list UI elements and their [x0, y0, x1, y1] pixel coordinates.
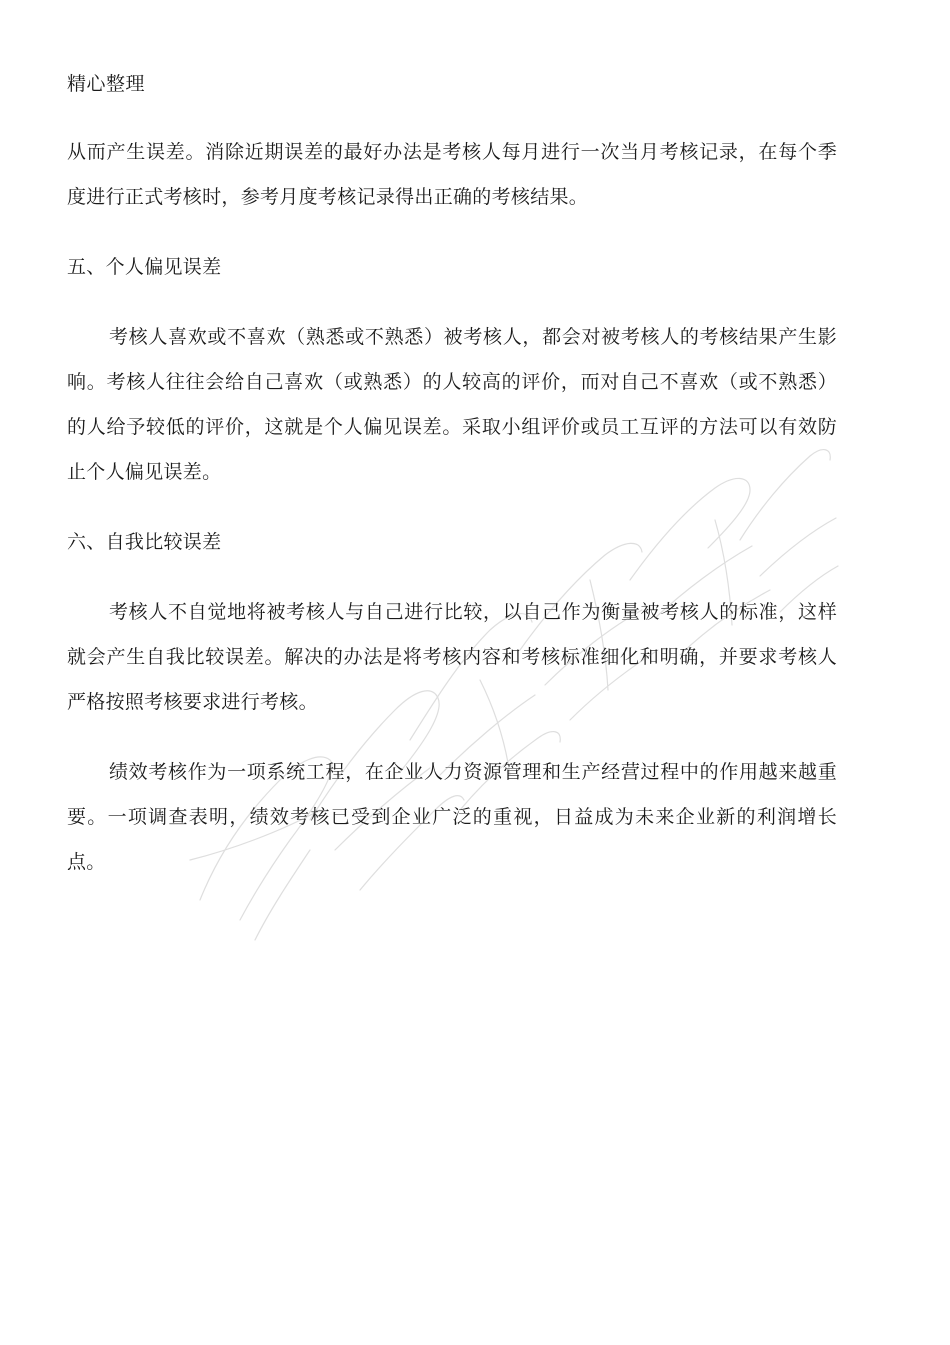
header-label: 精心整理 — [67, 73, 146, 95]
paragraph-continuation: 从而产生误差。消除近期误差的最好办法是考核人每月进行一次当月考核记录，在每个季度进行正式考核时，参考月度考核记录得出正确的考核结果。 — [67, 141, 837, 208]
section-heading-6: 六、自我比较误差 — [67, 531, 222, 553]
section-5-paragraph: 考核人喜欢或不喜欢（熟悉或不熟悉）被考核人，都会对被考核人的考核结果产生影响。考核人往往会给自己喜欢（或熟悉）的人较高的评价，而对自己不喜欢（或不熟悉）的人给予较低的评价，这就是个人偏见误差。采取小组评价或员工互评的方法可以有效防止个人偏见误差。 — [67, 326, 837, 483]
document-body — [67, 130, 837, 885]
section-6-paragraph: 考核人不自觉地将被考核人与自己进行比较，以自己作为衡量被考核人的标准，这样就会产生自我比较误差。解决的办法是将考核内容和考核标准细化和明确，并要求考核人严格按照考核要求进行考核。 — [67, 601, 837, 713]
conclusion-paragraph: 绩效考核作为一项系统工程，在企业人力资源管理和生产经营过程中的作用越来越重要。一项调查表明，绩效考核已受到企业广泛的重视，日益成为未来企业新的利润增长点。 — [67, 761, 837, 873]
section-heading-5: 五、个人偏见误差 — [67, 256, 222, 278]
